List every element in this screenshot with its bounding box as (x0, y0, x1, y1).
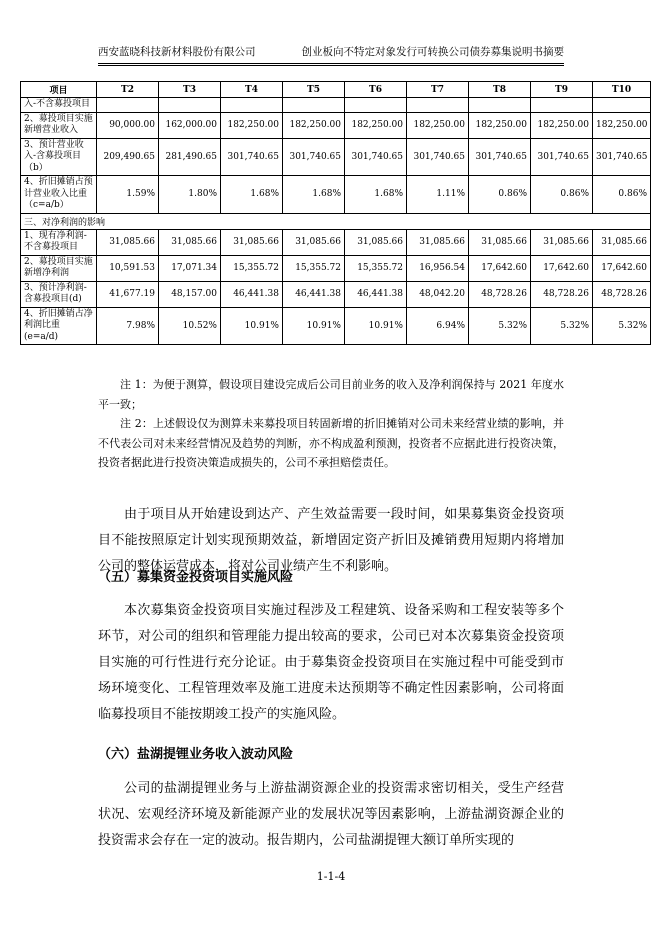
table-cell (407, 98, 469, 113)
column-header-t2: T2 (97, 82, 159, 98)
table-cell: 1.11% (407, 176, 469, 214)
row-label: 2、募投项目实施新增营业收入 (21, 112, 97, 138)
table-cell: 5.32% (593, 307, 651, 345)
table-cell: 48,042.20 (407, 281, 469, 307)
table-cell: 301,740.65 (469, 138, 531, 176)
table-cell: 301,740.65 (593, 138, 651, 176)
page-number: 1-1-4 (316, 870, 346, 883)
table-cell: 10.91% (345, 307, 407, 345)
row-label: 入-不含募投项目 (21, 98, 97, 113)
row-label: 3、预计营业收入-含募投项目（b） (21, 138, 97, 176)
table-row (21, 138, 651, 176)
paragraph-3: 公司的盐湖提锂业务与上游盐湖资源企业的投资需求密切相关，受生产经营状况、宏观经济环境及新能源产业的发展状况等因素影响，上游盐湖资源企业的投资需求会存在一定的波动。报告期内，公司盐湖提锂大额订单所实现的 (98, 781, 564, 848)
table-cell: 1.59% (97, 176, 159, 214)
company-name: 西安蓝晓科技新材料股份有限公司 (98, 46, 256, 58)
table-cell: 10.91% (221, 307, 283, 345)
table-cell: 1.68% (221, 176, 283, 214)
table-cell (531, 98, 593, 113)
table-row (21, 176, 651, 214)
depreciation-impact-table (20, 81, 651, 345)
table-cell: 5.32% (469, 307, 531, 345)
table-cell: 182,250.00 (221, 112, 283, 138)
table-cell: 48,728.26 (593, 281, 651, 307)
row-label: 4、折旧摊销占净利润比重(e=a/d) (21, 307, 97, 345)
column-header-t4: T4 (221, 82, 283, 98)
table-cell: 16,956.54 (407, 255, 469, 281)
table-cell: 182,250.00 (531, 112, 593, 138)
paragraph-implementation-risk (98, 598, 564, 728)
table-cell (159, 98, 221, 113)
table-cell: 0.86% (469, 176, 531, 214)
notes-block (98, 375, 564, 473)
table-cell: 7.98% (97, 307, 159, 345)
table-cell: 301,740.65 (283, 138, 345, 176)
column-header-t9: T9 (531, 82, 593, 98)
table-cell: 15,355.72 (283, 255, 345, 281)
table-cell: 31,085.66 (221, 229, 283, 255)
section-heading-5: （五）募集资金投资项目实施风险 (98, 570, 294, 585)
table-row (21, 281, 651, 307)
table-cell: 6.94% (407, 307, 469, 345)
table-cell: 182,250.00 (593, 112, 651, 138)
table-cell: 31,085.66 (345, 229, 407, 255)
header-rule-secondary (98, 65, 564, 66)
column-header-t6: T6 (345, 82, 407, 98)
table-cell (345, 98, 407, 113)
column-header-t7: T7 (407, 82, 469, 98)
table-cell: 301,740.65 (221, 138, 283, 176)
row-label: 3、预计净利润-含募投项目(d) (21, 281, 97, 307)
table-cell: 48,728.26 (531, 281, 593, 307)
table-cell: 182,250.00 (469, 112, 531, 138)
table-cell: 31,085.66 (97, 229, 159, 255)
table-row (21, 255, 651, 281)
table-cell: 0.86% (531, 176, 593, 214)
table-cell: 301,740.65 (531, 138, 593, 176)
table-cell (593, 98, 651, 113)
table-cell: 209,490.65 (97, 138, 159, 176)
column-header-t10: T10 (593, 82, 651, 98)
table-cell: 31,085.66 (407, 229, 469, 255)
paragraph-lithium-risk (98, 776, 564, 854)
table-cell: 17,642.60 (593, 255, 651, 281)
column-header-t5: T5 (283, 82, 345, 98)
table-cell: 17,642.60 (531, 255, 593, 281)
column-header-t8: T8 (469, 82, 531, 98)
table-header-row (21, 82, 651, 98)
note-2: 注 2：上述假设仅为测算未来募投项目转固新增的折旧摊销对公司未来经营业绩的影响，并不代表公司对未来经营情况及趋势的判断，亦不构成盈利预测，投资者不应据此进行投资决策，投资者据此进行投资决策造成损失的，公司不承担赔偿责任。 (98, 417, 564, 469)
table-cell: 46,441.38 (283, 281, 345, 307)
table-cell: 162,000.00 (159, 112, 221, 138)
section-heading-6: （六）盐湖提锂业务收入波动风险 (98, 747, 294, 762)
page-header (98, 44, 564, 59)
table-cell: 0.86% (593, 176, 651, 214)
table-cell (97, 98, 159, 113)
row-label: 1、现有净利润-不含募投项目 (21, 229, 97, 255)
table-cell: 182,250.00 (407, 112, 469, 138)
section-label: 三、对净利润的影响 (21, 213, 651, 229)
table-cell: 31,085.66 (593, 229, 651, 255)
table-cell (283, 98, 345, 113)
table-cell: 15,355.72 (345, 255, 407, 281)
table-cell: 10.52% (159, 307, 221, 345)
note-1: 注 1：为便于测算，假设项目建设完成后公司目前业务的收入及净利润保持与 2021 年度水平一致； (98, 378, 564, 411)
table-cell: 31,085.66 (531, 229, 593, 255)
table-cell: 48,728.26 (469, 281, 531, 307)
table-row (21, 112, 651, 138)
column-header-t3: T3 (159, 82, 221, 98)
table-cell: 46,441.38 (221, 281, 283, 307)
table-cell: 281,490.65 (159, 138, 221, 176)
table-cell: 17,071.34 (159, 255, 221, 281)
table-cell: 46,441.38 (345, 281, 407, 307)
row-label: 2、募投项目实施新增净利润 (21, 255, 97, 281)
column-header-item: 项目 (21, 82, 97, 98)
table-row (21, 229, 651, 255)
table-cell: 301,740.65 (345, 138, 407, 176)
table-cell: 17,642.60 (469, 255, 531, 281)
table-cell: 31,085.66 (283, 229, 345, 255)
table-cell: 1.68% (345, 176, 407, 214)
table-cell: 182,250.00 (283, 112, 345, 138)
header-rule (98, 63, 564, 64)
table-cell: 90,000.00 (97, 112, 159, 138)
table-cell: 31,085.66 (469, 229, 531, 255)
table-cell: 10.91% (283, 307, 345, 345)
table-cell: 48,157.00 (159, 281, 221, 307)
table-cell: 5.32% (531, 307, 593, 345)
table-cell (469, 98, 531, 113)
table-row (21, 307, 651, 345)
document-title: 创业板向不特定对象发行可转换公司债券募集说明书摘要 (301, 46, 564, 58)
table-cell (221, 98, 283, 113)
table-cell: 10,591.53 (97, 255, 159, 281)
table-cell: 1.68% (283, 176, 345, 214)
table-section-row (21, 213, 651, 229)
table-cell: 301,740.65 (407, 138, 469, 176)
table-cell: 31,085.66 (159, 229, 221, 255)
paragraph-2: 本次募集资金投资项目实施过程涉及工程建筑、设备采购和工程安装等多个环节，对公司的组织和管理能力提出较高的要求，公司已对本次募集资金投资项目实施的可行性进行充分论证。由于募集资金投资项目在实施过程中可能受到市场环境变化、工程管理效率及施工进度未达预期等不确定性因素影响，公司将面临募投项目不能按期竣工投产的实施风险。 (98, 603, 564, 722)
table-cell: 41,677.19 (97, 281, 159, 307)
table-cell: 182,250.00 (345, 112, 407, 138)
table-cell: 1.80% (159, 176, 221, 214)
table-cell: 15,355.72 (221, 255, 283, 281)
row-label: 4、折旧摊销占预计营业收入比重（c=a/b） (21, 176, 97, 214)
table-row (21, 98, 651, 113)
paragraph-1: 由于项目从开始建设到达产、产生效益需要一段时间，如果募集资金投资项目不能按照原定计划实现预期效益，新增固定资产折旧及摊销费用短期内将增加公司的整体运营成本，将对公司业绩产生不利影响。 (98, 507, 564, 574)
